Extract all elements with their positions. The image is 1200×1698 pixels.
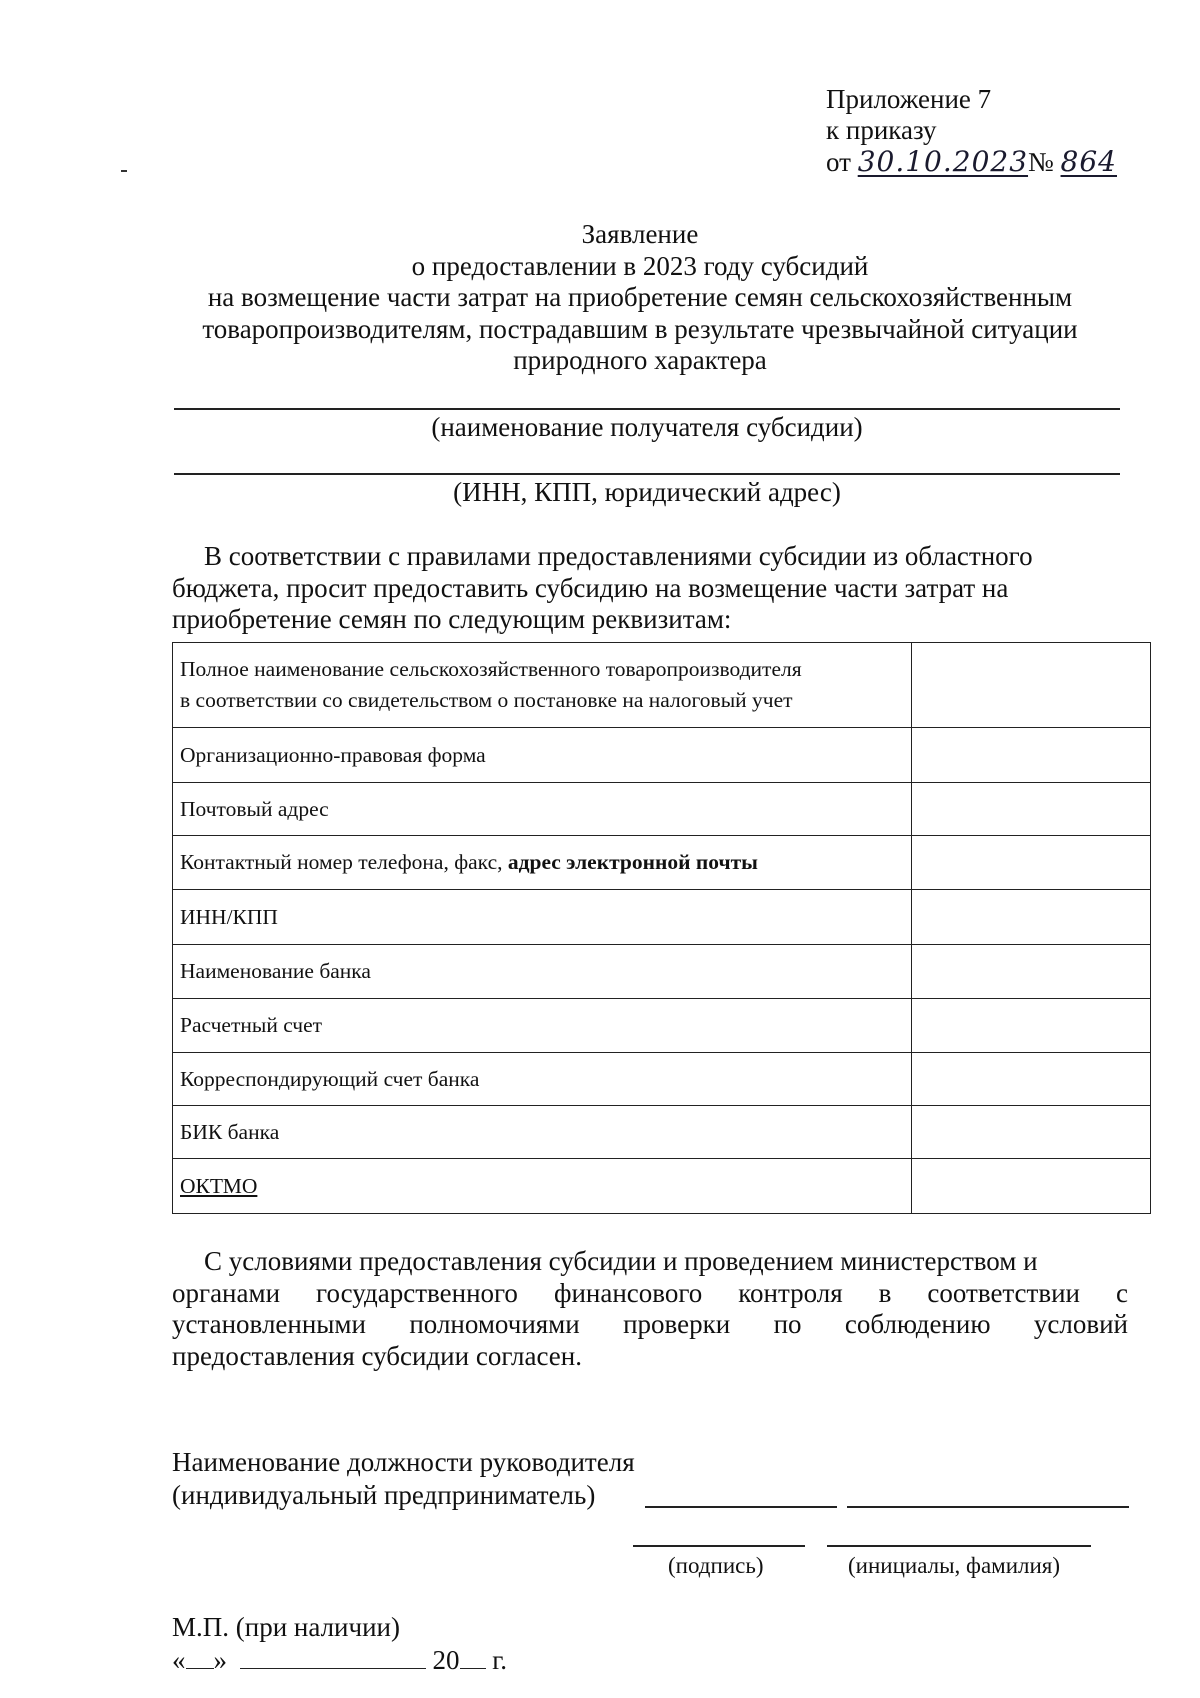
year-suffix: г. [492,1645,508,1675]
handwritten-date: 30.10.2023 [857,145,1029,178]
row-value-cell[interactable] [912,1106,1151,1159]
year-prefix: 20 [432,1645,460,1675]
title-line-1: Заявление [581,219,699,249]
appendix-block [826,84,1117,178]
consent-line-4: предоставления субсидии согласен. [172,1340,582,1371]
requisites-table [172,642,1151,1214]
position-blank-line[interactable] [645,1506,837,1508]
appendix-date-line [826,146,1117,178]
row-label: Почтовый адрес [173,783,912,836]
row-value-cell[interactable] [912,945,1151,999]
consent-line-3: установленными полномочиями проверки по соблюдению условий [172,1309,1128,1339]
table-row [173,945,1151,999]
recipient-inn-caption: (ИНН, КПП, юридический адрес) [453,477,841,507]
appendix-order-ref: к приказу [826,115,937,145]
table-row [173,1106,1151,1159]
row-value-cell[interactable] [912,890,1151,945]
row-label: Организационно-правовая форма [173,728,912,783]
request-line-2: бюджета, просит предоставить субсидию на возмещение части затрат на [172,572,1009,603]
row-label: Корреспондирующий счет банка [173,1053,912,1106]
handwritten-number: 864 [1060,145,1117,178]
consent-line-2: органами государственного финансового контроля в соответствии с [172,1277,1128,1308]
position-title-line-1: Наименование должности руководителя [172,1447,635,1477]
date-line [172,1645,507,1676]
row-value-cell[interactable] [912,783,1151,836]
position-title-line-2: (индивидуальный предприниматель) [172,1480,596,1510]
row-value-cell[interactable] [912,1159,1151,1214]
row-value-cell[interactable] [912,1053,1151,1106]
recipient-name-line[interactable] [174,408,1120,410]
title-line-3: на возмещение части затрат на приобретение семян сельскохозяйственным [207,282,1073,312]
table-row [173,1159,1151,1214]
row-value-cell[interactable] [912,643,1151,728]
row-value-cell[interactable] [912,999,1151,1053]
number-sign: № [1028,147,1054,177]
recipient-inn-line[interactable] [174,473,1120,475]
appendix-number: Приложение 7 [826,84,992,114]
table-row [173,728,1151,783]
date-prefix: от [826,147,851,177]
request-line-3: приобретение семян по следующим реквизитам: [172,604,732,634]
row-label-line: Полное наименование сельскохозяйственного товаропроизводителя [180,657,802,681]
row-label-text: ОКТМО [180,1173,258,1198]
row-label-text: Контактный номер телефона, факс, [180,850,508,874]
signature-caption: (подпись) [668,1553,764,1578]
date-close-quote: » [213,1645,227,1675]
table-row [173,1053,1151,1106]
day-blank[interactable] [186,1668,214,1669]
title-line-4: товаропроизводителям, пострадавшим в результате чрезвычайной ситуации [202,313,1078,344]
table-row [173,783,1151,836]
row-label-line: в соответствии со свидетельством о постановке на налоговый учет [180,688,793,712]
initials-line[interactable] [827,1545,1091,1547]
recipient-name-caption: (наименование получателя субсидии) [431,412,863,442]
title-line-2: о предоставлении в 2023 году субсидий [411,250,869,281]
signature-line[interactable] [633,1545,805,1547]
request-line-1: В соответствии с правилами предоставлениями субсидии из областного [204,541,1033,571]
row-label [173,1159,912,1214]
position-blank-line-2[interactable] [847,1506,1129,1508]
margin-mark [121,170,127,172]
row-value-cell[interactable] [912,728,1151,783]
row-value-cell[interactable] [912,836,1151,890]
title-line-5: природного характера [513,345,767,375]
month-blank[interactable] [240,1668,426,1669]
initials-caption: (инициалы, фамилия) [848,1553,1061,1578]
row-label [173,643,912,728]
row-label: ИНН/КПП [173,890,912,945]
consent-paragraph [172,1246,1128,1372]
request-paragraph [172,541,1128,636]
table-row [173,836,1151,890]
row-label-bold: адрес электронной почты [507,850,758,874]
year-blank[interactable] [460,1668,486,1669]
stamp-note: М.П. (при наличии) [172,1612,400,1642]
row-label [173,836,912,890]
table-row [173,999,1151,1053]
document-title [160,219,1120,377]
table-row [173,890,1151,945]
consent-line-1: С условиями предоставления субсидии и проведением министерством и [204,1246,1038,1276]
row-label: Наименование банка [173,945,912,999]
date-open-quote: « [172,1645,186,1675]
row-label: Расчетный счет [173,999,912,1053]
table-row [173,643,1151,728]
row-label: БИК банка [173,1106,912,1159]
